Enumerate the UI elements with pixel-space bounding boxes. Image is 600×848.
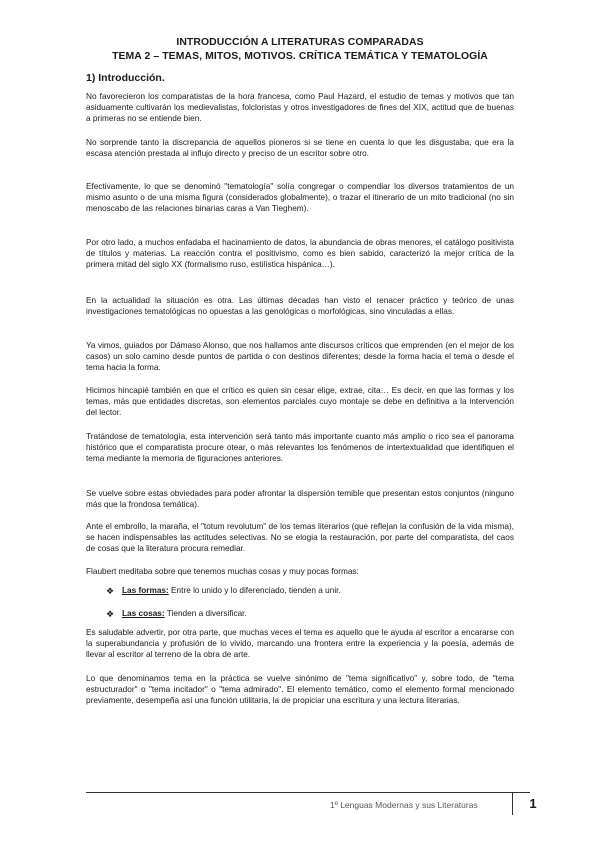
paragraph-1: No favorecieron los comparatistas de la hora francesa, como Paul Hazard, el estudio de temas y motivos que tan asiduamente cultivarán los medievalistas, folcloristas y otros investigadores de fines del XIX, actitud que de buenas a primeras no se entiende bien.	[86, 92, 514, 123]
paragraph-5: En la actualidad la situación es otra. Las últimas décadas han visto el renacer práctico y teórico de unas investigaciones tematológicas no opuestas a las genológicas o morfológicas, sino vinculadas a ellas.	[86, 296, 514, 316]
paragraph-7: Hicimos hincapié también en que el crítico es quien sin cesar elige, extrae, cita… Es decir, en que las formas y los temas, más que entidades discretas, son elementos parciales cuyo montaje se debe en definitiva a la intervención del lector.	[86, 386, 514, 417]
bullet-label: Las formas:	[122, 586, 169, 595]
paragraph-3: Efectivamente, lo que se denominó "tematología" solía congregar o compendiar los diversos tratamientos de un mismo asunto o de una misma figura (considerados globalmente), o trazar el itinerario de un mito tradicional (no sin menoscabo de las relaciones binarias caras a Van Tieghem).	[86, 182, 514, 213]
paragraph-8: Tratándose de tematología, esta intervención será tanto más importante cuanto más amplio o rico sea el panorama histórico que el comparatista procure otear, o más relevantes los fenómenos de intertextualidad que identifiquen el tema mediante la memoria de figuraciones anteriores.	[86, 432, 514, 463]
list-item	[106, 586, 506, 600]
paragraph-9: Se vuelve sobre estas obviedades para poder afrontar la dispersión temible que presentan estos conjuntos (ninguno más que la frondosa temática).	[86, 489, 514, 509]
footer-divider	[86, 792, 530, 793]
diamond-bullet-icon: ❖	[106, 609, 115, 619]
bullet-label: Las cosas:	[122, 609, 165, 618]
footer-course-label: 1º Lenguas Modernas y sus Literaturas	[330, 800, 478, 810]
bullet-list	[106, 586, 506, 632]
paragraph-10: Ante el embrollo, la maraña, el "totum revolutum" de los temas literarios (que reflejan la confusión de la vida misma), se hacen indispensables las actitudes selectivas. No se elogia la restauración, por parte del comparatista, del caos de cosas que la literatura procura remediar.	[86, 522, 514, 553]
bullet-text: Entre lo unido y lo diferenciado, tienden a unir.	[168, 586, 341, 595]
page-number: 1	[512, 793, 553, 815]
topic-title: TEMA 2 – TEMAS, MITOS, MOTIVOS. CRÍTICA TEMÁTICA Y TEMATOLOGÍA	[112, 51, 488, 62]
paragraph-13: Lo que denominamos tema en la práctica se vuelve sinónimo de "tema significativo" y, sobre todo, de "tema estructurador" o "tema incitador" o "tema admirado". El elemento temático, como el elemento formal mencionado previamente, desempeña así una función utilitaria, la de propiciar una escritura y una lectura literarias.	[86, 674, 514, 705]
section-heading: 1) Introducción.	[86, 72, 165, 84]
paragraph-2: No sorprende tanto la discrepancia de aquellos pioneros si se tiene en cuenta lo que les disgustaba, que era la escasa atención prestada al influjo directo y preciso de un escritor sobre otro.	[86, 138, 514, 158]
course-title: INTRODUCCIÓN A LITERATURAS COMPARADAS	[176, 37, 424, 48]
paragraph-4: Por otro lado, a muchos enfadaba el hacinamiento de datos, la abundancia de obras menores, el catálogo positivista de títulos y materias. La reacción contra el positivismo, como es bien sabido, caracterizó la mejor crítica de la primera mitad del siglo XX (formalismo ruso, estilística hispánica…).	[86, 238, 514, 269]
paragraph-11: Flaubert meditaba sobre que tenemos muchas cosas y muy pocas formas:	[86, 567, 359, 576]
paragraph-12: Es saludable advertir, por otra parte, que muchas veces el tema es aquello que le ayuda al escritor a encararse con la superabundancia y profusión de lo vivido, marcando una frontera entre la experiencia y la poesía, además de llevar al escritor al terreno de la obra de arte.	[86, 628, 514, 659]
diamond-bullet-icon: ❖	[106, 586, 115, 596]
list-item	[106, 609, 506, 623]
paragraph-6: Ya vimos, guiados por Dámaso Alonso, que nos hallamos ante discursos críticos que emprenden (en el mejor de los casos) un solo camino desde puntos de partida o con destinos diferentes; desde la forma hacia el tema o desde el tema hacia la forma.	[86, 341, 514, 372]
bullet-text: Tienden a diversificar.	[164, 609, 247, 618]
